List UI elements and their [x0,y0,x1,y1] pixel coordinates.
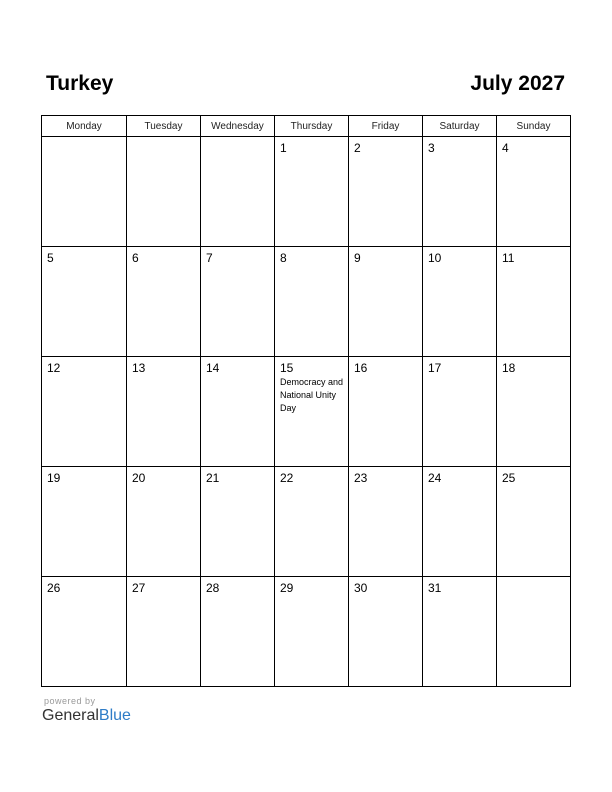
calendar-grid [41,115,571,687]
day-cell [275,137,349,247]
country-title: Turkey [46,72,114,95]
day-cell [423,247,497,357]
day-cell [127,467,201,577]
day-cell [349,137,423,247]
week-row-5 [42,577,571,687]
day-cell [275,467,349,577]
weekday-saturday: Saturday [423,116,497,137]
day-number: 13 [132,361,146,375]
day-cell [42,467,127,577]
week-row-1 [42,137,571,247]
weekday-tuesday: Tuesday [127,116,201,137]
day-cell [201,137,275,247]
day-cell [497,577,571,687]
day-cell [201,467,275,577]
day-cell [497,357,571,467]
day-cell [423,577,497,687]
day-number: 27 [132,581,146,595]
day-number: 23 [354,471,368,485]
brand-logo[interactable] [42,707,131,725]
day-cell [201,357,275,467]
day-number: 29 [280,581,294,595]
day-cell [127,247,201,357]
day-cell [127,137,201,247]
footer-branding [42,696,131,725]
month-title: July 2027 [470,72,565,95]
day-cell [42,357,127,467]
day-cell [275,247,349,357]
weekday-thursday: Thursday [275,116,349,137]
day-number: 8 [280,251,287,265]
day-number: 15 [280,361,294,375]
day-cell-holiday [275,357,349,467]
brand-general-text: General [42,707,99,724]
day-cell [42,247,127,357]
day-cell [349,357,423,467]
day-number: 6 [132,251,139,265]
day-cell [127,357,201,467]
day-cell [423,137,497,247]
weekday-sunday: Sunday [497,116,571,137]
day-number: 25 [502,471,516,485]
day-cell [349,247,423,357]
holiday-label: Democracy and National Unity Day [280,377,344,413]
day-cell [423,467,497,577]
day-number: 11 [502,251,515,265]
day-number: 12 [47,361,61,375]
day-number: 26 [47,581,61,595]
day-number: 31 [428,581,442,595]
day-number: 14 [206,361,220,375]
day-number: 21 [206,471,220,485]
day-cell [423,357,497,467]
week-row-3 [42,357,571,467]
day-cell [497,467,571,577]
day-number: 24 [428,471,442,485]
day-cell [201,577,275,687]
day-cell [201,247,275,357]
day-number: 17 [428,361,442,375]
day-number: 19 [47,471,61,485]
week-row-4 [42,467,571,577]
day-cell [127,577,201,687]
day-number: 28 [206,581,220,595]
weekday-friday: Friday [349,116,423,137]
day-cell [349,467,423,577]
day-cell [42,137,127,247]
day-number: 3 [428,141,435,155]
day-number: 20 [132,471,146,485]
weekday-wednesday: Wednesday [201,116,275,137]
week-row-2 [42,247,571,357]
day-number: 9 [354,251,361,265]
day-number: 7 [206,251,213,265]
day-cell [275,577,349,687]
day-number: 18 [502,361,516,375]
day-number: 4 [502,141,509,155]
powered-by-label: powered by [44,696,96,706]
day-number: 22 [280,471,294,485]
day-cell [497,247,571,357]
day-cell [349,577,423,687]
day-number: 30 [354,581,368,595]
day-cell [42,577,127,687]
day-number: 10 [428,251,442,265]
brand-blue-text: Blue [98,707,131,724]
day-cell [497,137,571,247]
day-number: 1 [280,141,287,155]
weekday-header-row [42,116,571,137]
day-number: 5 [47,251,54,265]
weekday-monday: Monday [42,116,127,137]
day-number: 2 [354,141,361,155]
day-number: 16 [354,361,368,375]
